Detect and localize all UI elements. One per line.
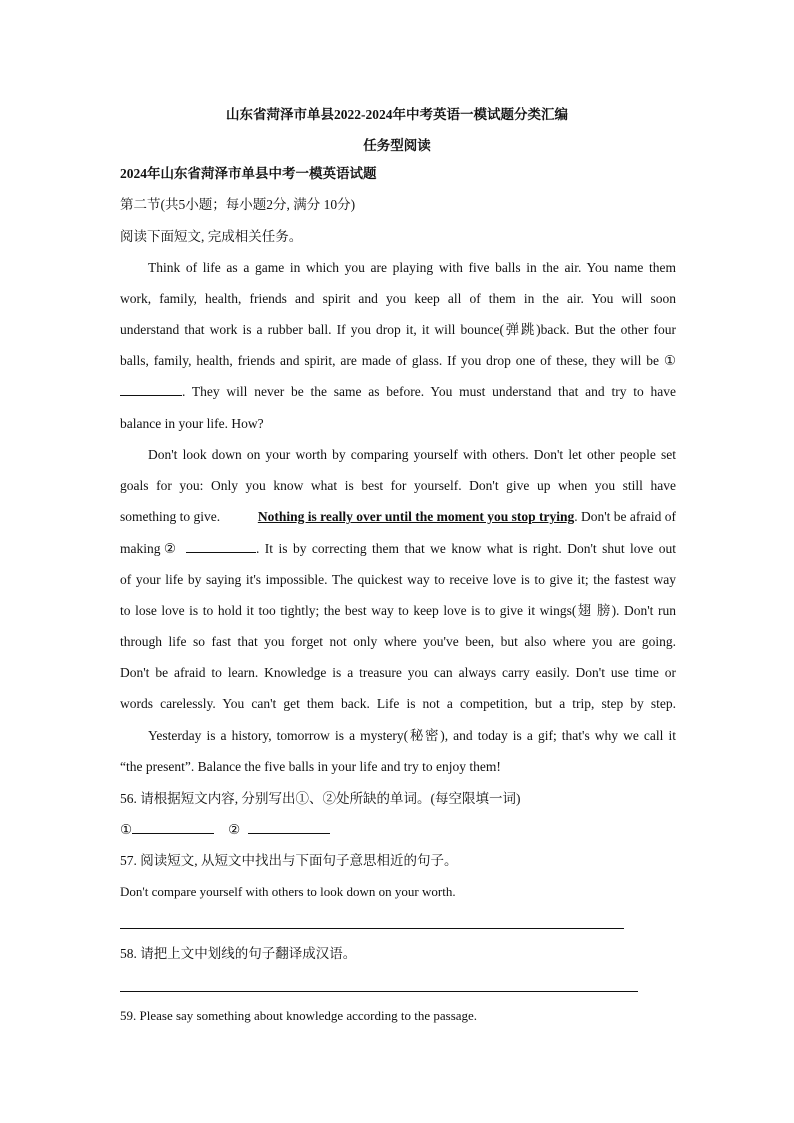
answer-blank-2[interactable] xyxy=(186,540,256,553)
exam-name: 2024年山东省菏泽市单县中考一模英语试题 xyxy=(120,166,377,181)
passage-p2-line: Don't be afraid to learn. Knowledge is a treasure you can always carry easily. Don't use time or xyxy=(120,665,676,680)
question-57-sentence: Don't compare yourself with others to look down on your worth. xyxy=(120,884,456,899)
underlined-sentence: Nothing is really over until the moment you stop trying xyxy=(257,509,575,524)
question-56-answers xyxy=(120,814,676,845)
passage-p2-line: words carelessly. You can't get them back. Life is not a competition, but a trip, step by step. xyxy=(120,696,676,711)
passage-p2-line-underlined xyxy=(120,501,676,532)
answer-blank-1[interactable] xyxy=(120,383,182,396)
passage-text: making ② xyxy=(120,541,176,556)
question-56: 56. 请根据短文内容, 分别写出①、②处所缺的单词。(每空限填一词) xyxy=(120,791,521,806)
passage-p2-line-with-blank xyxy=(120,533,676,564)
question-59: 59. Please say something about knowledge according to the passage. xyxy=(120,1008,478,1023)
passage-p1-line: balls, family, health, friends and spirit, are made of glass. If you drop one of these, they will be ① xyxy=(120,353,676,368)
passage-p2-line: through life so fast that you forget not only where you've been, but also where you are going. xyxy=(120,634,676,649)
section-info: 第二节(共5小题；每小题2分, 满分 10分) xyxy=(120,197,356,212)
passage-p2-line: of your life by saying it's impossible. The quickest way to receive love is to give it; the fastest way xyxy=(120,572,676,587)
passage-text: . It is by correcting them that we know what is right. Don't shut love out xyxy=(255,541,676,556)
document-subtitle: 任务型阅读 xyxy=(363,138,431,153)
instruction: 阅读下面短文, 完成相关任务。 xyxy=(120,229,303,244)
answer-field-1[interactable] xyxy=(132,821,214,834)
passage-p3-line: Yesterday is a history, tomorrow is a mystery(秘密), and today is a gif; that's why we call it xyxy=(148,728,676,743)
passage-p2-line: Don't look down on your worth by comparing yourself with others. Don't let other people set xyxy=(148,447,676,462)
answer-line-58[interactable] xyxy=(120,991,638,992)
passage-p1-line: Think of life as a game in which you are playing with five balls in the air. You name them xyxy=(148,260,676,275)
passage-p1-line: balance in your life. How? xyxy=(120,416,264,431)
answer-field-2[interactable] xyxy=(248,821,330,834)
passage-p2-line: goals for you: Only you know what is best for yourself. Don't give up when you still have xyxy=(120,478,676,493)
passage-text: something to give. xyxy=(120,509,221,524)
passage-p1-line: understand that work is a rubber ball. If you drop it, it will bounce(弹跳)back. But the other four xyxy=(120,322,676,337)
question-57: 57. 阅读短文, 从短文中找出与下面句子意思相近的句子。 xyxy=(120,853,458,868)
answer-line-57[interactable] xyxy=(120,928,624,929)
passage-text: . They will never be the same as before. You must understand that and try to have xyxy=(182,384,676,399)
answer-label-1: ① xyxy=(120,822,133,837)
passage-p2-line: to lose love is to hold it too tightly; the best way to keep love is to give it wings(翅 膀). Don't run xyxy=(120,603,676,618)
document-title: 山东省菏泽市单县2022-2024年中考英语一模试题分类汇编 xyxy=(226,107,568,122)
passage-p1-line: work, family, health, friends and spirit and you keep all of them in the air. You will soon xyxy=(120,291,676,306)
question-58: 58. 请把上文中划线的句子翻译成汉语。 xyxy=(120,946,357,961)
passage-p1-line-with-blank xyxy=(120,376,676,407)
answer-label-2: ② xyxy=(228,822,241,837)
passage-p3-line: “the present”. Balance the five balls in your life and try to enjoy them! xyxy=(120,759,501,774)
passage-text: . Don't be afraid of xyxy=(574,509,676,524)
